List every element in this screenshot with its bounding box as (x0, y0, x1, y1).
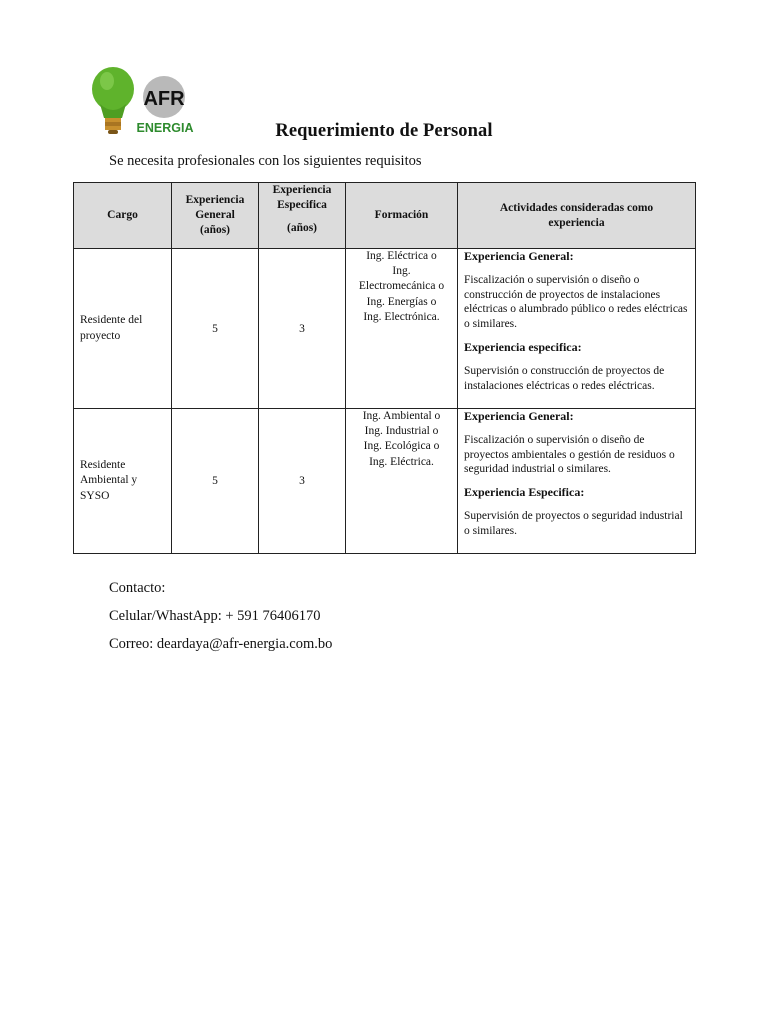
header-exp-especifica: Experiencia Especifica (años) (259, 183, 346, 249)
act-especifica-text: Supervisión o construcción de proyectos de instalaciones eléctricas o redes eléctricas. (464, 364, 665, 392)
cell-actividades (458, 249, 696, 409)
header-formacion: Formación (346, 183, 458, 249)
header-exp-general: Experiencia General (años) (172, 183, 259, 249)
table-header-row (74, 183, 696, 249)
contact-phone: Celular/WhastApp: + 591 76406170 (109, 608, 321, 624)
table-row (74, 409, 696, 554)
page-title: Requerimiento de Personal (275, 121, 493, 141)
table-row (74, 249, 696, 409)
act-especifica-title: Experiencia Especifica: (464, 485, 585, 500)
cell-exp-general: 5 (172, 249, 259, 409)
cell-formacion: Ing. Ambiental o Ing. Industrial o Ing. Ecológica o Ing. Eléctrica. (346, 409, 458, 554)
cell-exp-general: 5 (172, 409, 259, 554)
cell-cargo: Residente Ambiental y SYSO (74, 409, 172, 554)
logo-afr-text: AFR (143, 88, 185, 110)
header-actividades: Actividades consideradas como experiencia (458, 183, 696, 249)
contact-email: Correo: deardaya@afr-energia.com.bo (109, 636, 333, 652)
act-general-text: Fiscalización o supervisión o diseño de proyectos ambientales o gestión de residuos o seguridad industrial o similares. (464, 433, 675, 476)
cell-actividades (458, 409, 696, 554)
act-general-title: Experiencia General: (464, 409, 574, 423)
cell-formacion: Ing. Eléctrica o Ing. Electromecánica o Ing. Energías o Ing. Electrónica. (346, 249, 458, 409)
cell-exp-especifica: 3 (259, 249, 346, 409)
cell-cargo: Residente del proyecto (74, 249, 172, 409)
act-especifica-text: Supervisión de proyectos o seguridad industrial o similares. (464, 510, 683, 537)
logo-energia-text: ENERGIA (136, 121, 194, 135)
contact-label: Contacto: (109, 580, 166, 596)
act-general-text: Fiscalización o supervisión o diseño o construcción de proyectos de instalaciones eléctricas o alumbrado público o redes eléctricas o similares. (464, 273, 688, 331)
cell-exp-especifica: 3 (259, 409, 346, 554)
requirements-table (73, 182, 696, 554)
act-especifica-title: Experiencia especifica: (464, 340, 582, 355)
page-subtitle: Se necesita profesionales con los siguientes requisitos (109, 153, 422, 169)
act-general-title: Experiencia General: (464, 249, 574, 263)
header-cargo: Cargo (74, 183, 172, 249)
